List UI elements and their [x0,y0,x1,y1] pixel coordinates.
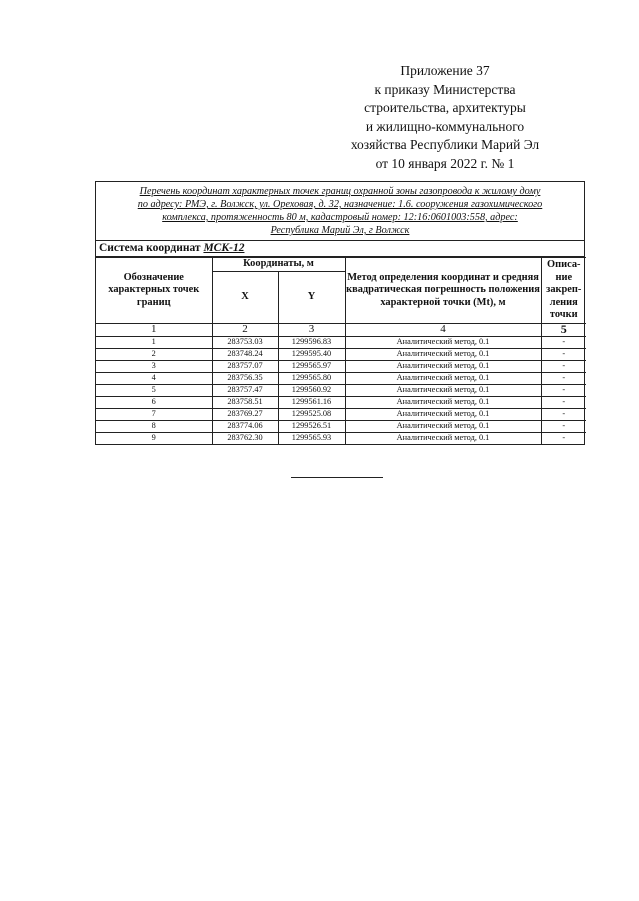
appendix-line: Приложение 37 [400,63,490,78]
cell-method: Аналитический метод, 0.1 [345,432,541,444]
cell-method: Аналитический метод, 0.1 [345,336,541,348]
table-row [96,360,586,372]
cell-y: 1299561.16 [278,396,345,408]
cell-y: 1299560.92 [278,384,345,396]
column-number: 1 [96,323,212,336]
cell-description: - [541,348,586,360]
cell-method: Аналитический метод, 0.1 [345,348,541,360]
column-number: 5 [541,323,586,336]
cell-method: Аналитический метод, 0.1 [345,372,541,384]
cell-point: 7 [96,408,212,420]
appendix-header [330,62,560,173]
cell-x: 283757.07 [212,360,278,372]
cell-description: - [541,420,586,432]
header-description: Описа-ние закреп-ления точки [541,258,586,324]
appendix-line: хозяйства Республики Марий Эл [350,137,540,152]
appendix-line: от 10 января 2022 г. № 1 [375,155,515,171]
appendix-line: строительства, архитектуры [364,100,526,115]
table-row [96,432,586,444]
table-row [96,336,586,348]
table-row [96,396,586,408]
cell-method: Аналитический метод, 0.1 [345,396,541,408]
cell-point: 9 [96,432,212,444]
coordinate-system [96,241,584,257]
coordinates-table-frame [95,181,585,445]
cell-description: - [541,384,586,396]
header-y: Y [278,271,345,323]
cell-point: 6 [96,396,212,408]
table-row [96,384,586,396]
cell-description: - [541,372,586,384]
caption-line: Перечень координат характерных точек границ охранной зоны газопровода к жилому дому [139,186,541,197]
cell-point: 4 [96,372,212,384]
coordinate-system-label: Система координат [99,242,201,254]
cell-x: 283762.30 [212,432,278,444]
cell-y: 1299595.40 [278,348,345,360]
closing-rule [291,477,383,478]
header-point: Обозначение характерных точек границ [96,258,212,324]
cell-point: 1 [96,336,212,348]
cell-x: 283769.27 [212,408,278,420]
table-row [96,420,586,432]
cell-x: 283756.35 [212,372,278,384]
cell-x: 283758.51 [212,396,278,408]
header-coords: Координаты, м [212,258,345,272]
cell-method: Аналитический метод, 0.1 [345,408,541,420]
table-caption [96,182,584,241]
coordinate-system-name: МСК-12 [203,242,245,254]
column-number: 3 [278,323,345,336]
cell-y: 1299565.80 [278,372,345,384]
cell-y: 1299565.97 [278,360,345,372]
cell-description: - [541,408,586,420]
column-number: 2 [212,323,278,336]
table-row [96,408,586,420]
cell-y: 1299525.08 [278,408,345,420]
appendix-line: и жилищно-коммунального [365,118,525,134]
cell-y: 1299526.51 [278,420,345,432]
cell-method: Аналитический метод, 0.1 [345,360,541,372]
caption-line: по адресу: РМЭ, г. Волжск, ул. Ореховая, д. 32, назначение: 1.6. сооружения газохимического [137,199,543,210]
cell-x: 283774.06 [212,420,278,432]
cell-point: 8 [96,420,212,432]
cell-method: Аналитический метод, 0.1 [345,420,541,432]
cell-y: 1299596.83 [278,336,345,348]
cell-x: 283748.24 [212,348,278,360]
cell-method: Аналитический метод, 0.1 [345,384,541,396]
cell-point: 5 [96,384,212,396]
column-number: 4 [345,323,541,336]
appendix-line: к приказу Министерства [374,81,516,97]
header-x: X [212,271,278,323]
cell-x: 283753.03 [212,336,278,348]
column-number-row [96,323,586,336]
table-row [96,372,586,384]
cell-point: 2 [96,348,212,360]
caption-line: комплекса, протяженность 80 м, кадастровый номер: 12:16:0601003:558, адрес: [162,212,518,223]
coordinates-table [96,257,586,444]
caption-line: Республика Марий Эл, г Волжск [270,225,410,236]
cell-description: - [541,360,586,372]
cell-description: - [541,336,586,348]
cell-x: 283757.47 [212,384,278,396]
cell-point: 3 [96,360,212,372]
cell-description: - [541,396,586,408]
header-method: Метод определения координат и средняя квадратическая погрешность положения характерной точки (Mt), м [345,258,541,324]
table-row [96,348,586,360]
cell-y: 1299565.93 [278,432,345,444]
cell-description: - [541,432,586,444]
